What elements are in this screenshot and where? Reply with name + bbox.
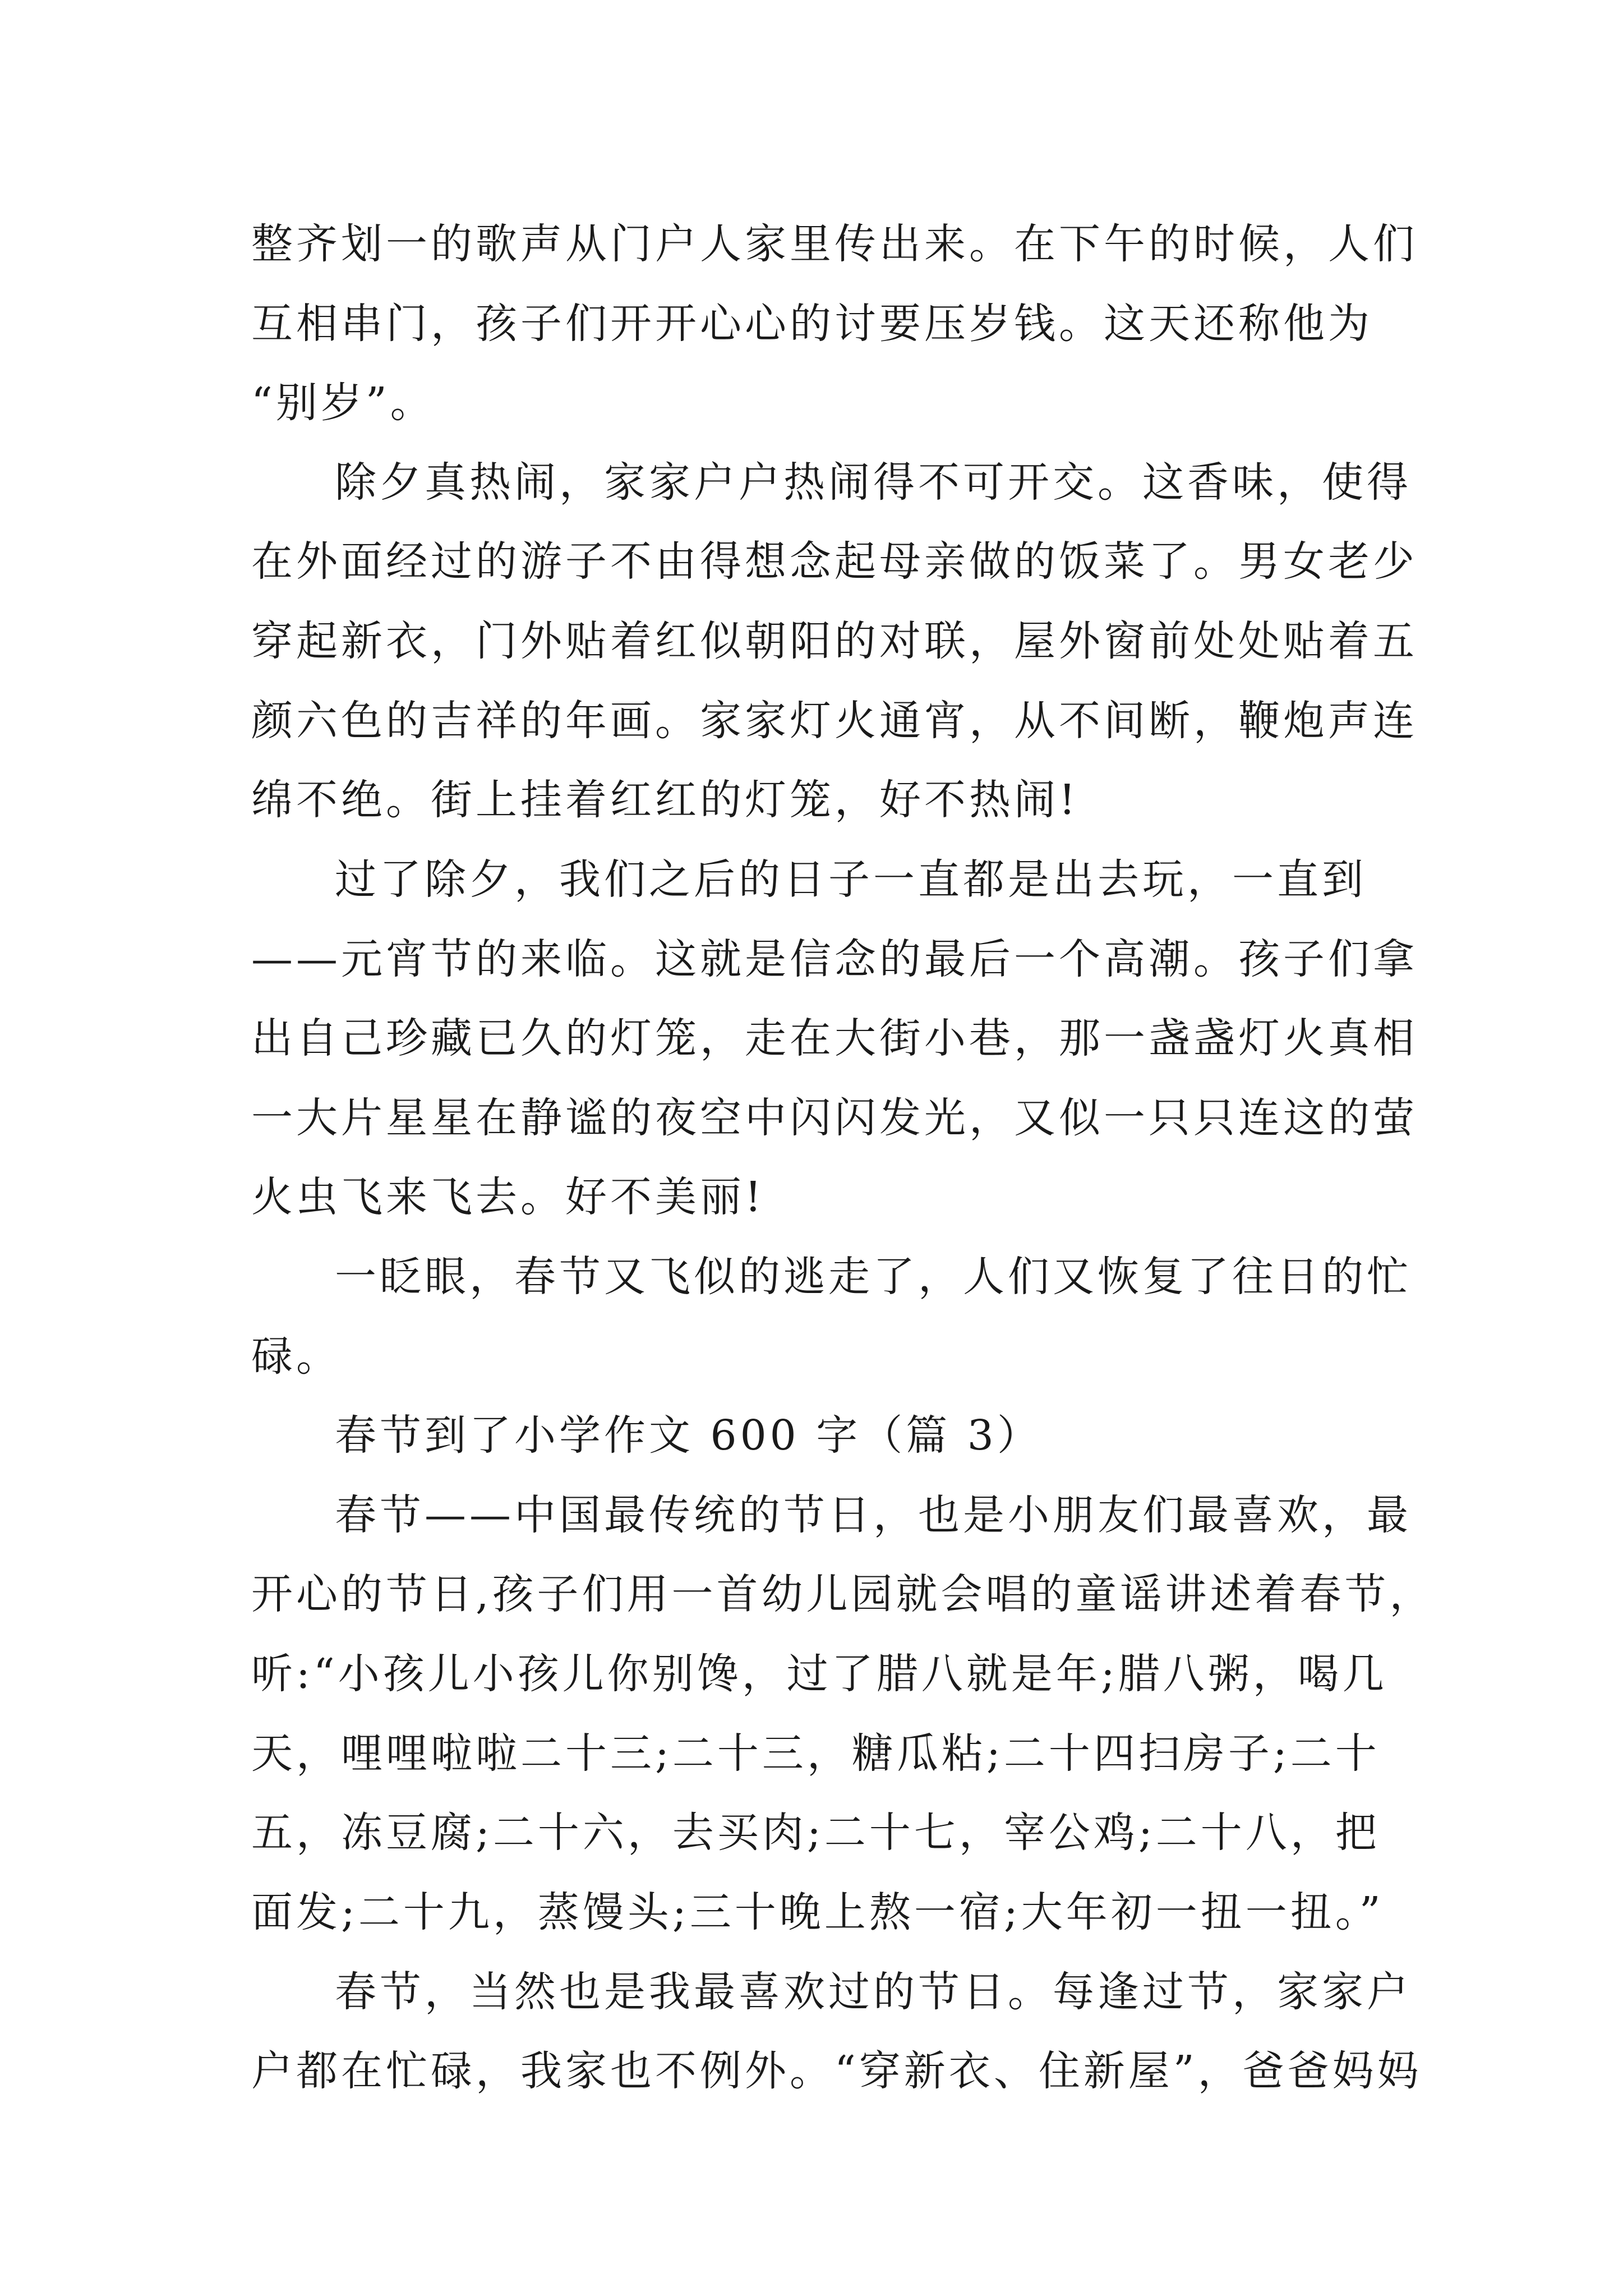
paragraph-first-line: 过了除夕，我们之后的日子一直都是出去玩，一直到: [335, 855, 1367, 904]
paragraph-first-line: 一眨眼，春节又飞似的逃走了，人们又恢复了往日的忙: [335, 1253, 1412, 1301]
text-line: 碌。: [251, 1332, 341, 1381]
paragraph-first-line: 春节，当然也是我最喜欢过的节日。每逢过节，家家户: [335, 1968, 1412, 2016]
text-line: 穿起新衣，门外贴着红似朝阳的对联，屋外窗前处处贴着五: [251, 617, 1418, 665]
text-line: 一大片星星在静谧的夜空中闪闪发光，又似一只只连这的萤: [251, 1094, 1418, 1142]
text-line: 五，冻豆腐;二十六，去买肉;二十七，宰公鸡;二十八，把: [251, 1809, 1380, 1857]
text-line: 火虫飞来飞去。好不美丽!: [251, 1173, 765, 1221]
text-line: 出自己珍藏已久的灯笼，走在大街小巷，那一盏盏灯火真相: [251, 1014, 1418, 1062]
text-line: 面发;二十九，蒸馒头;三十晚上熬一宿;大年初一扭一扭。”: [251, 1888, 1384, 1936]
text-line: “别岁”。: [251, 379, 435, 427]
paragraph-first-line: 除夕真热闹，家家户户热闹得不可开交。这香味，使得: [335, 458, 1412, 507]
text-line: 绵不绝。街上挂着红红的灯笼，好不热闹!: [251, 776, 1079, 824]
text-line: 开心的节日,孩子们用一首幼儿园就会唱的童谣讲述着春节，: [251, 1570, 1435, 1618]
text-line: 天，哩哩啦啦二十三;二十三，糖瓜粘;二十四扫房子;二十: [251, 1729, 1380, 1778]
text-line: ——元宵节的来临。这就是信念的最后一个高潮。孩子们拿: [251, 935, 1418, 983]
text-line: 在外面经过的游子不由得想念起母亲做的饭菜了。男女老少: [251, 537, 1418, 586]
paragraph-first-line: 春节——中国最传统的节日，也是小朋友们最喜欢，最: [335, 1491, 1412, 1539]
section-heading: 春节到了小学作文 600 字（篇 3）: [335, 1411, 1042, 1460]
text-line: 户都在忙碌，我家也不例外。“穿新衣、住新屋”，爸爸妈妈: [251, 2047, 1422, 2095]
text-line: 听:“小孩儿小孩儿你别馋，过了腊八就是年;腊八粥，喝几: [251, 1650, 1387, 1698]
text-line: 整齐划一的歌声从门户人家里传出来。在下午的时候，人们: [251, 220, 1418, 268]
text-line: 颜六色的吉祥的年画。家家灯火通宵，从不间断，鞭炮声连: [251, 697, 1418, 745]
text-line: 互相串门，孩子们开开心心的讨要压岁钱。这天还称他为: [251, 300, 1373, 348]
